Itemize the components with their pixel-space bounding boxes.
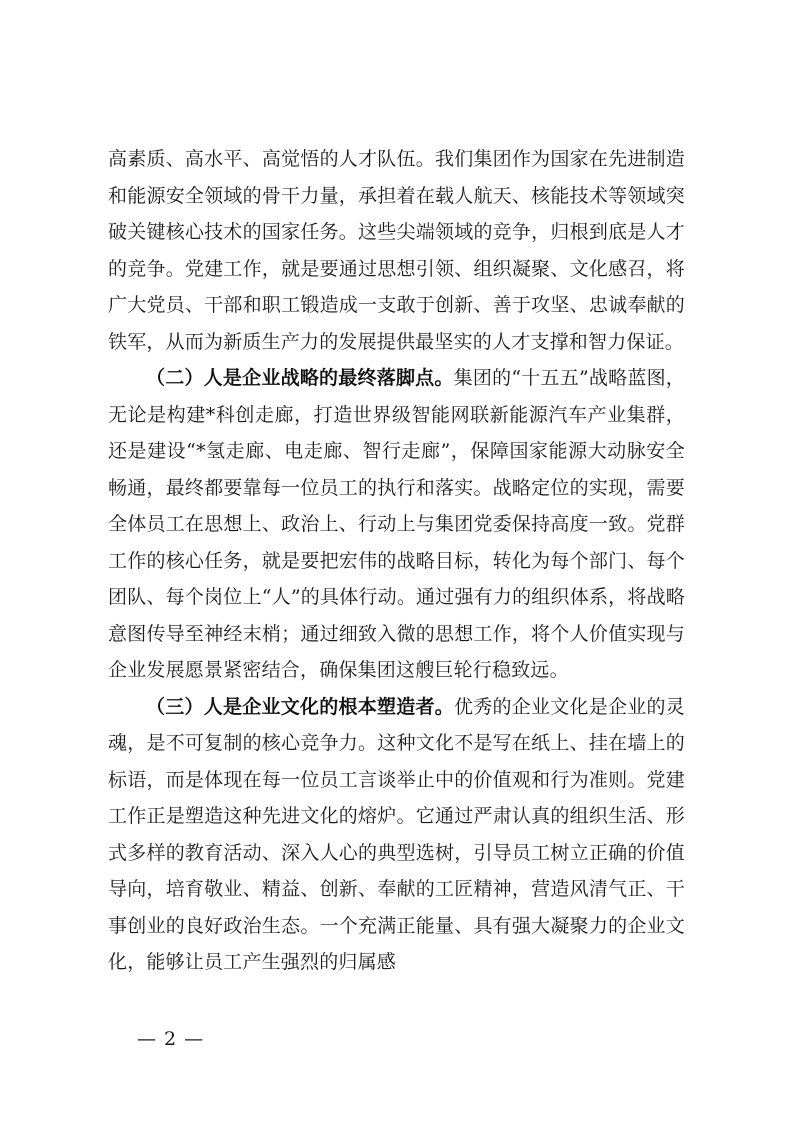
paragraph-1	[108, 141, 685, 360]
document-body	[108, 141, 685, 981]
page-number: — 2 —	[137, 1028, 205, 1050]
paragraph-2	[108, 360, 685, 689]
paragraph-3-text: 优秀的企业文化是企业的灵魂，是不可复制的核心竞争力。这种文化不是写在纸上、挂在墙上的标语，而是体现在每一位员工言谈举止中的价值观和行为准则。党建工作正是塑造这种先进文化的熔炉。它通过严肃认真的组织生活、形式多样的教育活动、深入人心的典型选树，引导员工树立正确的价值导向，培育敬业、精益、创新、奉献的工匠精神，营造风清气正、干事创业的良好政治生态。一个充满正能量、具有强大凝聚力的企业文化，能够让员工产生强烈的归属感	[108, 695, 685, 973]
paragraph-1-text: 高素质、高水平、高觉悟的人才队伍。我们集团作为国家在先进制造和能源安全领域的骨干力量，承担着在载人航天、核能技术等领域突破关键核心技术的国家任务。这些尖端领域的竞争，归根到底是人才的竞争。党建工作，就是要通过思想引领、组织凝聚、文化感召，将广大党员、干部和职工锻造成一支敢于创新、善于攻坚、忠诚奉献的铁军，从而为新质生产力的发展提供最坚实的人才支撑和智力保证。	[108, 148, 685, 353]
section-heading-3: （三）人是企业文化的根本塑造者。	[146, 695, 455, 718]
section-heading-2: （二）人是企业战略的最终落脚点。	[146, 367, 454, 389]
paragraph-3	[108, 689, 685, 981]
paragraph-2-text: 集团的“十五五”战略蓝图，无论是构建*科创走廊，打造世界级智能网联新能源汽车产业集群，还是建设“*氢走廊、电走廊、智行走廊”，保障国家能源大动脉安全畅通，最终都要靠每一位员工的执行和落实。战略定位的实现，需要全体员工在思想上、政治上、行动上与集团党委保持高度一致。党群工作的核心任务，就是要把宏伟的战略目标，转化为每个部门、每个团队、每个岗位上“人”的具体行动。通过强有力的组织体系，将战略意图传导至神经末梢；通过细致入微的思想工作，将个人价值实现与企业发展愿景紧密结合，确保集团这艘巨轮行稳致远。	[108, 367, 685, 681]
